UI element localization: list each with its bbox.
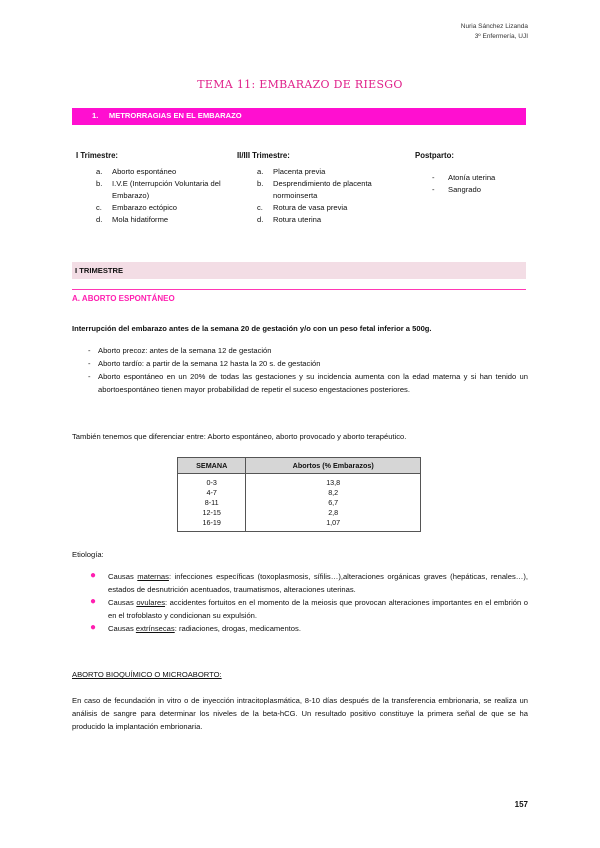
cause-label: Causas xyxy=(108,598,134,607)
list-item xyxy=(432,184,532,196)
subsection-heading: A. ABORTO ESPONTÁNEO xyxy=(72,294,175,303)
list-marker: d. xyxy=(96,215,103,224)
list-marker: a. xyxy=(96,167,103,176)
list-text: Aborto tardío: a partir de la semana 12 hasta la 20 s. de gestación xyxy=(98,359,321,368)
list-item xyxy=(96,214,226,226)
list-text: Aborto espontáneo xyxy=(112,167,177,176)
list-item xyxy=(257,214,407,226)
list-marker: - xyxy=(432,173,435,182)
list-text: Aborto precoz: antes de la semana 12 de gestación xyxy=(98,346,272,355)
col-first-heading: I Trimestre: xyxy=(76,151,119,160)
cause-term: ovulares xyxy=(136,598,166,607)
cause-label: Causas xyxy=(108,624,134,633)
biochemical-text: En caso de fecundación in vitro o de inyección intracitoplasmática, 8-10 días después de la transferencia embrionaria, se realiza un análisis de sangre para determinar los niveles de la beta-hCG. Un resultado positivo constituye la primera señal de que se ha producido la implantación embrionaria. xyxy=(72,696,528,731)
cause-term: maternas xyxy=(137,572,169,581)
list-item xyxy=(72,596,528,622)
list-item xyxy=(257,166,407,178)
list-text: Rotura de vasa previa xyxy=(273,203,348,212)
divider xyxy=(72,289,526,290)
bullet-icon: ● xyxy=(90,596,97,607)
table-row xyxy=(178,498,421,508)
list-marker: a. xyxy=(257,167,264,176)
list-item xyxy=(72,370,528,396)
list-marker: b. xyxy=(257,179,264,188)
list-text: I.V.E (Interrupción Voluntaria del Embarazo) xyxy=(112,179,221,200)
list-item xyxy=(257,202,407,214)
differentiate-text: También tenemos que diferenciar entre: Aborto espontáneo, aborto provocado y aborto terapéutico. xyxy=(72,432,407,441)
list-marker: d. xyxy=(257,215,264,224)
section-label: METRORRAGIAS EN EL EMBARAZO xyxy=(108,111,242,120)
table-cell: 1,07 xyxy=(246,518,421,532)
list-text: Aborto espontáneo en un 20% de todas las gestaciones y su incidencia aumenta con la edad materna y si han tenido un abortoespontáneo tienen mayor probabilidad de repetir el suceso engestaciones posteriores. xyxy=(98,372,528,394)
list-marker: - xyxy=(432,185,435,194)
list-text: Sangrado xyxy=(448,185,481,194)
table-cell: 2,8 xyxy=(246,508,421,518)
col-second-list xyxy=(257,166,407,226)
table-cell: 4-7 xyxy=(178,488,246,498)
col-second-heading: II/III Trimestre: xyxy=(237,151,290,160)
table-cell: 13,8 xyxy=(246,474,421,489)
section-bar-trimestre xyxy=(72,262,526,279)
section-bar-label: I TRIMESTRE xyxy=(75,266,124,275)
table-header-cell: SEMANA xyxy=(178,458,246,474)
table-row xyxy=(178,518,421,532)
table-cell: 6,7 xyxy=(246,498,421,508)
list-item xyxy=(96,166,226,178)
list-text: Rotura uterina xyxy=(273,215,322,224)
section-number: 1. xyxy=(92,111,99,120)
list-marker: b. xyxy=(96,179,103,188)
header-course: 3º Enfermería, UJI xyxy=(474,33,528,40)
table-cell: 8,2 xyxy=(246,488,421,498)
definition-text: Interrupción del embarazo antes de la semana 20 de gestación y/o con un peso fetal inferior a 500g. xyxy=(72,324,432,333)
table-cell: 16-19 xyxy=(178,518,246,532)
list-text: Embarazo ectópico xyxy=(112,203,178,212)
list-marker: c. xyxy=(257,203,263,212)
table-cell: 12-15 xyxy=(178,508,246,518)
dash-marker: - xyxy=(88,359,91,368)
etiology-heading: Etiología: xyxy=(72,550,104,559)
list-text: Desprendimiento de placenta normoinserta xyxy=(273,179,372,200)
dash-marker: - xyxy=(88,346,91,355)
table-row xyxy=(178,474,421,489)
table-cell: 0-3 xyxy=(178,474,246,489)
list-item xyxy=(96,202,226,214)
bullet-icon: ● xyxy=(90,622,97,633)
page-number: 157 xyxy=(514,800,528,809)
table-cell: 8-11 xyxy=(178,498,246,508)
abortion-stats-table xyxy=(177,457,421,532)
types-list xyxy=(72,344,528,396)
table-row xyxy=(178,488,421,498)
list-item xyxy=(72,622,528,635)
list-item xyxy=(432,172,532,184)
list-item xyxy=(72,357,528,370)
page-title: TEMA 11: EMBARAZO DE RIESGO xyxy=(197,78,403,91)
list-text: Placenta previa xyxy=(273,167,326,176)
col-third-heading: Postparto: xyxy=(415,151,454,160)
section-heading xyxy=(92,111,242,120)
cause-text: : radiaciones, drogas, medicamentos. xyxy=(174,624,301,633)
cause-text: : infecciones específicas (toxoplasmosis, sífilis…),alteraciones orgánicas graves (hepáticas, renales…), estados de desnutrición acentuados, traumatismos, alteraciones uterinas. xyxy=(108,572,528,594)
col-third-list xyxy=(432,172,532,196)
list-item xyxy=(72,344,528,357)
section-bar-metrorragias xyxy=(72,108,526,125)
list-text: Mola hidatiforme xyxy=(112,215,169,224)
bullet-icon: ● xyxy=(90,570,97,581)
list-marker: c. xyxy=(96,203,102,212)
list-item xyxy=(96,178,226,202)
table-header-cell: Abortos (% Embarazos) xyxy=(246,458,421,474)
dash-marker: - xyxy=(88,372,91,381)
table-row xyxy=(178,508,421,518)
header-author: Nuria Sánchez Lizanda xyxy=(460,23,528,30)
cause-label: Causas xyxy=(108,572,134,581)
list-item xyxy=(72,570,528,596)
list-item xyxy=(257,178,407,202)
biochemical-heading: ABORTO BIOQUÍMICO O MICROABORTO: xyxy=(72,670,222,679)
list-text: Atonía uterina xyxy=(448,173,496,182)
table-header-row xyxy=(178,458,421,474)
col-first-list xyxy=(96,166,226,226)
cause-term: extrínsecas xyxy=(135,624,175,633)
etiology-list xyxy=(72,570,528,635)
cause-text: : accidentes fortuitos en el momento de la meiosis que provocan alteraciones importantes en el embrión o en el trofoblasto y condicionan su expulsión. xyxy=(108,598,528,620)
